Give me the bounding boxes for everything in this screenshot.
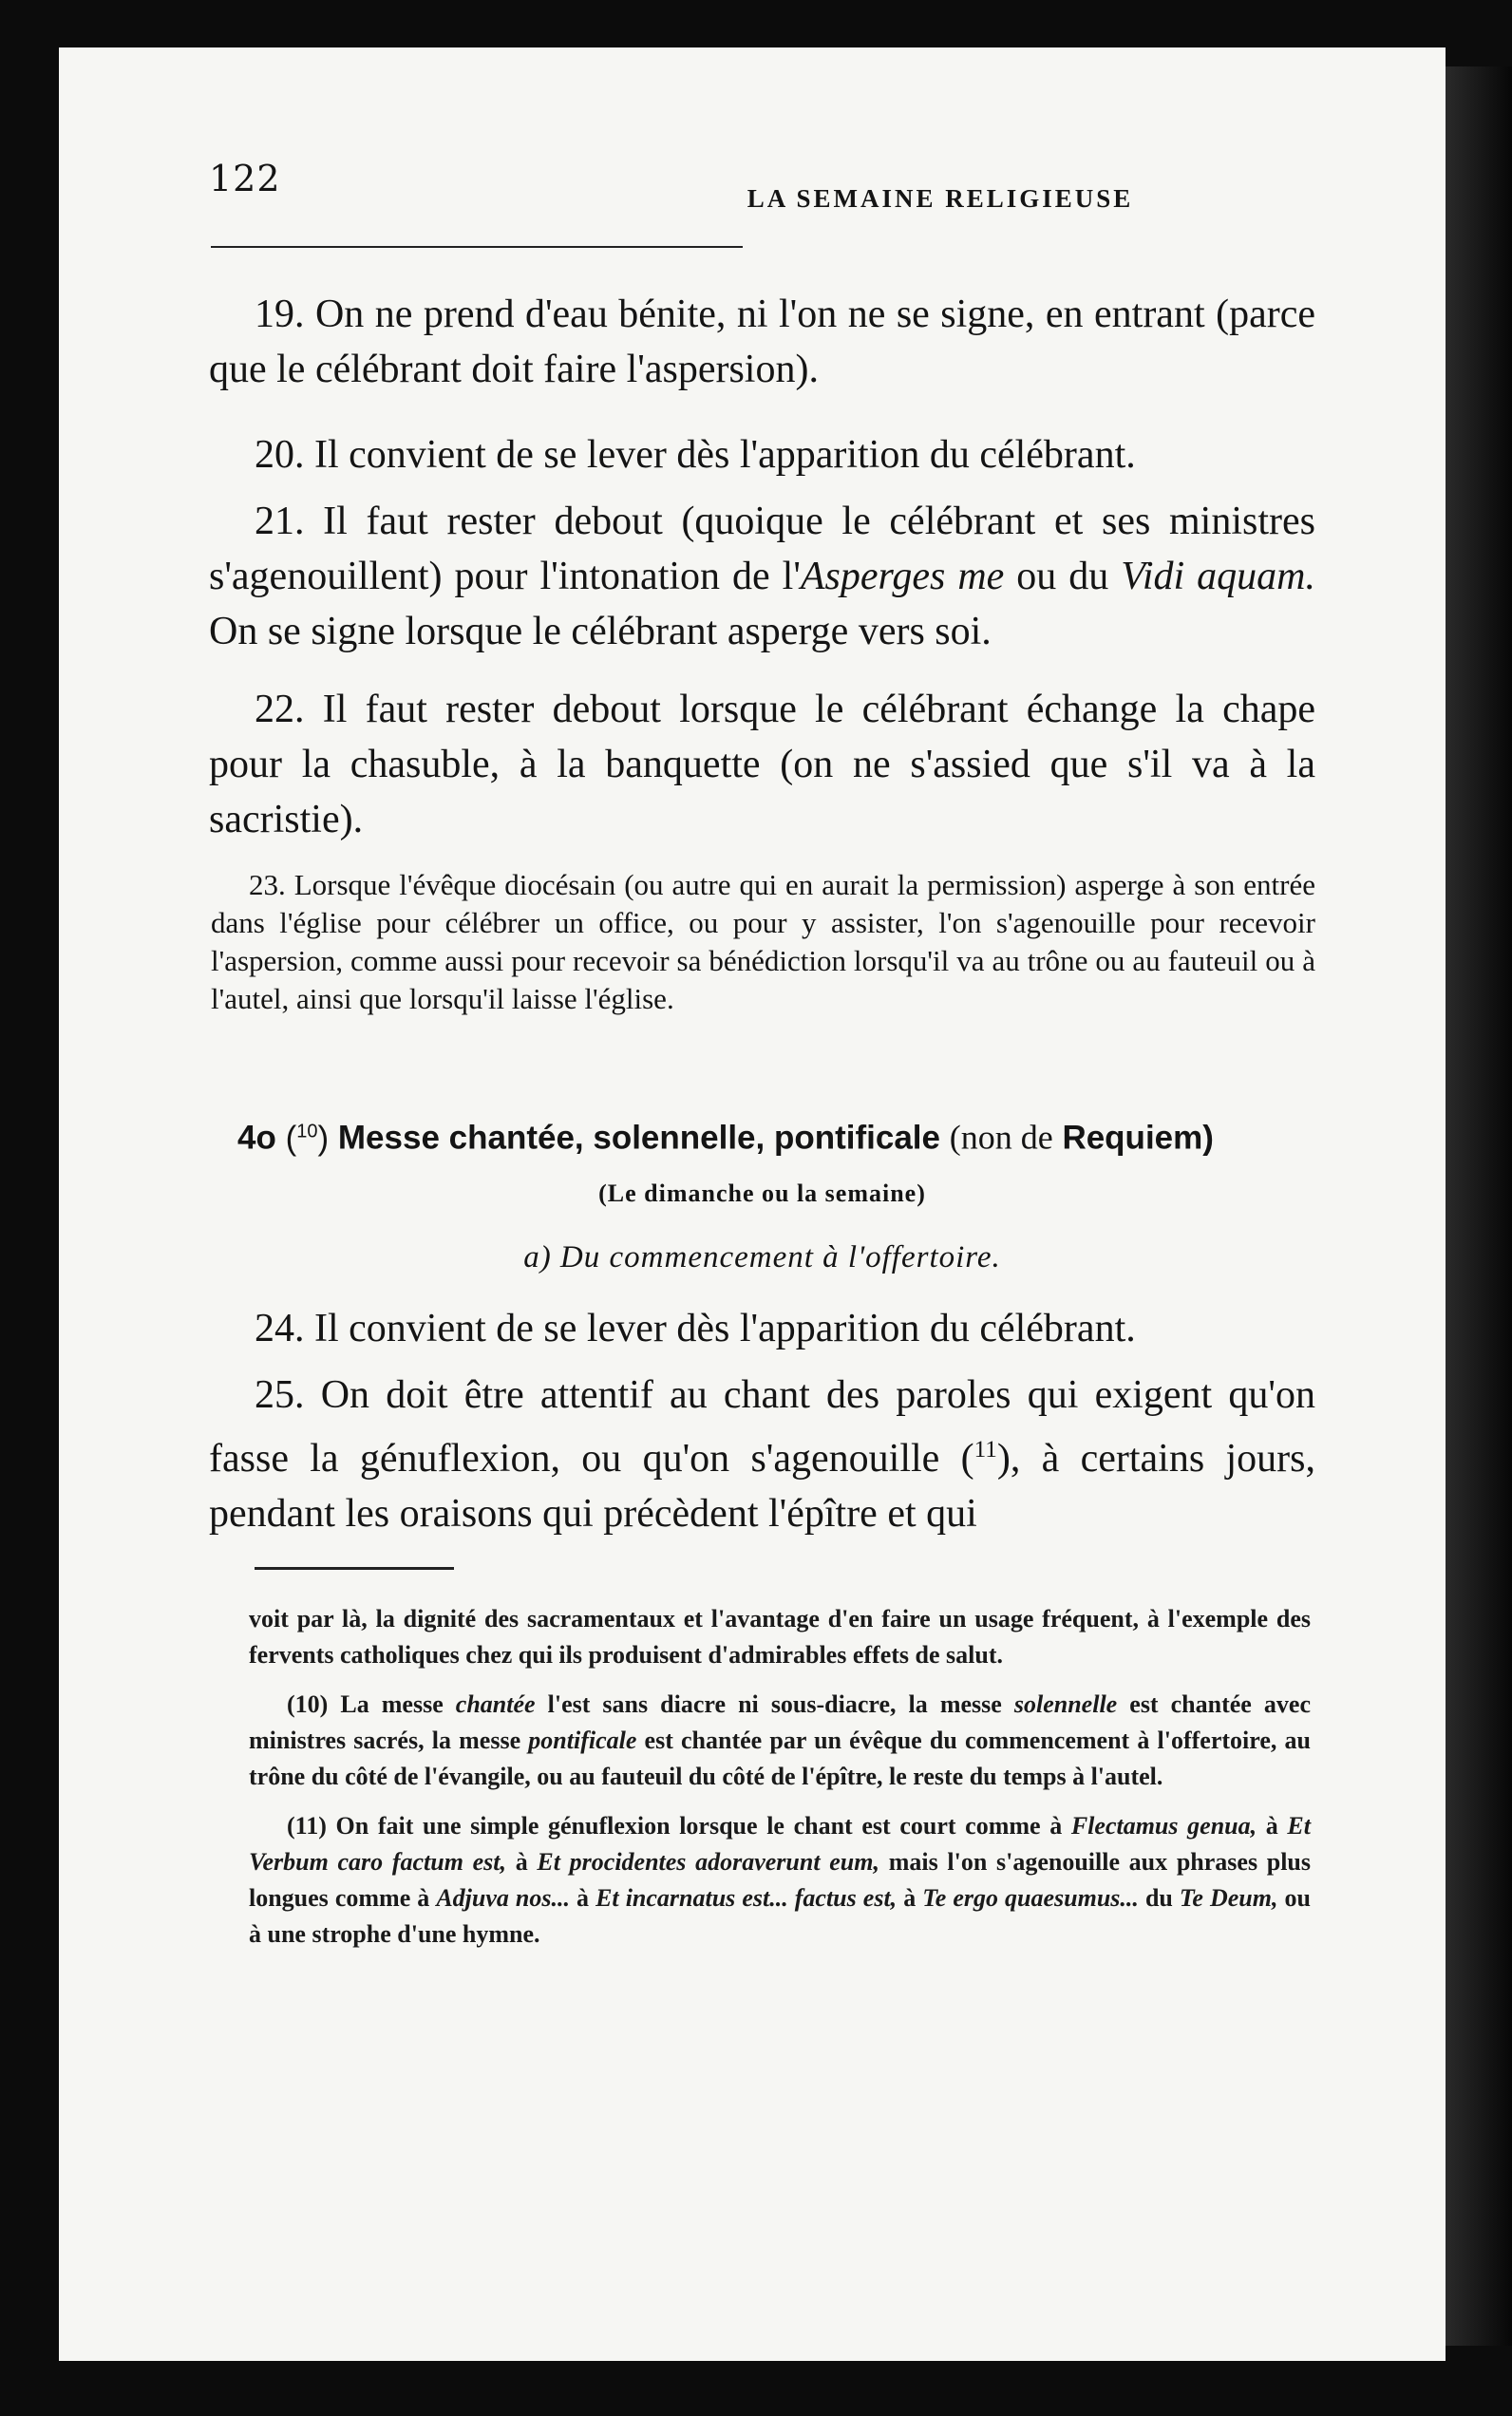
paragraph-21: 21. Il faut rester debout (quoique le célébrant et ses ministres s'agenouillent) pour l'intonation de l'Asperges me ou du Vidi aquam. On se signe lorsque le célébrant asperge vers soi. <box>209 500 1316 653</box>
page-number: 122 <box>209 158 281 199</box>
page-edge-shadow <box>1446 66 1512 2346</box>
paragraph-23: 23. Lorsque l'évêque diocésain (ou autre qui en aurait la permission) asperge à son entrée dans l'église pour célébrer un office, ou pour y assister, l'on s'agenouille pour recevoir l'aspersion, comme aussi pour recevoir sa bénédiction lorsqu'il va au trône ou au fauteuil ou à l'autel, ainsi que lorsqu'il laisse l'église. <box>211 868 1315 1015</box>
paragraph-25: 25. On doit être attentif au chant des paroles qui exigent qu'on fasse la génuflexion, ou qu'on s'agenouille ($^{11}$), à certains jours, pendant les oraisons qui précèdent l'épître et qui <box>209 1373 1315 1536</box>
footnote-11: (11) On fait une simple génuflexion lorsque le chant est court comme à Flectamus genua, à Et Verbum caro factum est, à Et procidentes adoraverunt eum, mais l'on s'agenouille aux phrases plus longues comme à Adjuva nos... à Et incarnatus est... factus est, à Te ergo quaesumus... du Te Deum, ou à une strophe d'une hymne. <box>249 1812 1312 1948</box>
section-heading: 4o ($^{10}$) Messe chantée, solennelle, pontificale (non de Requiem) <box>237 1118 1214 1157</box>
header-rule <box>211 246 743 248</box>
section-subheading: a) Du commencement à l'offertoire. <box>523 1240 1001 1274</box>
footnotes <box>249 1601 1311 1966</box>
paragraph-19: 19. On ne prend d'eau bénite, ni l'on ne se signe, en entrant (parce que le célébrant doit faire l'aspersion). <box>209 293 1315 391</box>
footnote-continuation: voit par là, la dignité des sacramentaux et l'avantage d'en faire un usage fréquent, à l'exemple des fervents catholiques chez qui ils produisent d'admirables effets de salut. <box>249 1605 1311 1669</box>
footnote-rule <box>255 1567 454 1570</box>
section-subnote: (Le dimanche ou la semaine) <box>598 1180 926 1207</box>
running-title: LA SEMAINE RELIGIEUSE <box>747 184 1134 213</box>
paragraph-20: 20. Il convient de se lever dès l'apparition du célébrant. <box>255 433 1136 477</box>
paragraph-22: 22. Il faut rester debout lorsque le célébrant échange la chape pour la chasuble, à la banquette (on ne s'assied que s'il va à la sacristie). <box>209 688 1315 841</box>
footnote-10: (10) La messe chantée l'est sans diacre ni sous-diacre, la messe solennelle est chantée avec ministres sacrés, la messe pontificale est chantée par un évêque du commencement à l'offertoire, au trône du côté de l'évangile, ou au fauteuil du côté de l'épître, le reste du temps à l'autel. <box>249 1690 1311 1790</box>
paragraph-24: 24. Il convient de se lever dès l'apparition du célébrant. <box>255 1307 1136 1350</box>
